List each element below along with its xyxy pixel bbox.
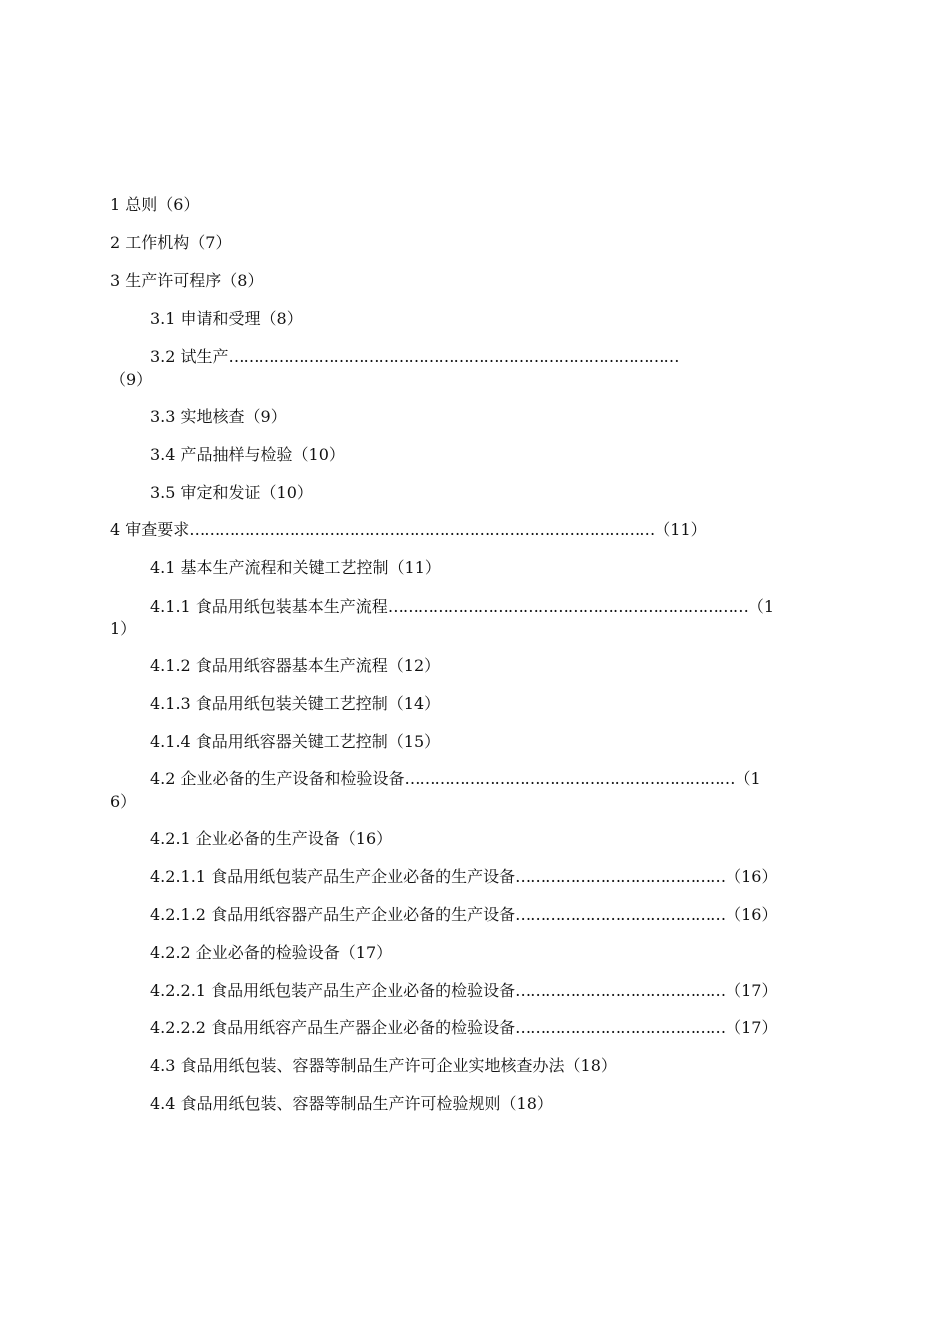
toc-entry-title: 4.2.1.2 食品用纸容器产品生产企业必备的生产设备 — [150, 905, 516, 924]
toc-entry-4-2-2-2[interactable] — [150, 1018, 777, 1038]
toc-entry-title: 4.2 企业必备的生产设备和检验设备 — [150, 769, 405, 788]
toc-entry-4-2[interactable] — [150, 769, 761, 789]
toc-entry-4-1[interactable]: 4.1 基本生产流程和关键工艺控制（11） — [150, 558, 441, 577]
toc-dot-leader: …………………………………… — [515, 981, 726, 1000]
toc-entry-4[interactable] — [110, 520, 707, 540]
toc-page-number: （16） — [725, 905, 778, 924]
toc-entry-4-1-4[interactable]: 4.1.4 食品用纸容器关键工艺控制（15） — [150, 732, 441, 751]
toc-dot-leader: …………………………………… — [515, 905, 726, 924]
toc-page-number: （17） — [725, 981, 778, 1000]
toc-dot-leader: …………………………………… — [515, 1018, 726, 1037]
toc-entry-title: 4.2.2.1 食品用纸包装产品生产企业必备的检验设备 — [150, 981, 516, 1000]
toc-entry-2[interactable]: 2 工作机构（7） — [110, 233, 232, 252]
toc-dot-leader: ……………………………………………………………… — [387, 597, 748, 616]
toc-entry-3-5[interactable]: 3.5 审定和发证（10） — [150, 483, 313, 502]
toc-entry-3-3[interactable]: 3.3 实地核查（9） — [150, 407, 287, 426]
toc-page-number: （1 — [734, 769, 761, 788]
toc-page-number: （16） — [725, 867, 778, 886]
toc-entry-4-2-1-1[interactable] — [150, 867, 777, 887]
toc-entry-title: 4.2.2.2 食品用纸容产品生产器企业必备的检验设备 — [150, 1018, 516, 1037]
toc-entry-title: 3.2 试生产 — [150, 347, 229, 366]
toc-dot-leader: …………………………………… — [515, 867, 726, 886]
toc-entry-4-3[interactable]: 4.3 食品用纸包装、容器等制品生产许可企业实地核查办法（18） — [150, 1056, 617, 1075]
toc-entry-3[interactable]: 3 生产许可程序（8） — [110, 271, 264, 290]
toc-entry-4-2-2-1[interactable] — [150, 981, 777, 1001]
toc-entry-4-2-2[interactable]: 4.2.2 企业必备的检验设备（17） — [150, 943, 393, 962]
toc-entry-3-4[interactable]: 3.4 产品抽样与检验（10） — [150, 445, 345, 464]
toc-entry-title: 4 审查要求 — [110, 520, 190, 539]
toc-page-number: 1） — [110, 619, 137, 638]
toc-dot-leader: ……………………………………………………………………………… — [228, 347, 679, 366]
toc-entry-4-1-1[interactable] — [150, 597, 774, 617]
toc-entry-title: 4.1.1 食品用纸包装基本生产流程 — [150, 597, 388, 616]
toc-entry-4-1-2[interactable]: 4.1.2 食品用纸容器基本生产流程（12） — [150, 656, 441, 675]
toc-entry-3-1[interactable]: 3.1 申请和受理（8） — [150, 309, 303, 328]
toc-dot-leader: ………………………………………………………………………………… — [189, 520, 655, 539]
toc-page-number: （1 — [747, 597, 774, 616]
toc-entry-4-2-1[interactable]: 4.2.1 企业必备的生产设备（16） — [150, 829, 393, 848]
toc-entry-3-2[interactable] — [150, 347, 679, 367]
toc-dot-leader: ………………………………………………………… — [404, 769, 735, 788]
toc-entry-title: 4.2.1.1 食品用纸包装产品生产企业必备的生产设备 — [150, 867, 516, 886]
toc-page-number: （11） — [654, 520, 707, 539]
toc-page-number: （17） — [725, 1018, 778, 1037]
toc-page-number: （9） — [110, 370, 153, 389]
toc-entry-4-1-3[interactable]: 4.1.3 食品用纸包装关键工艺控制（14） — [150, 694, 441, 713]
toc-page-number: 6） — [110, 792, 137, 811]
toc-entry-4-4[interactable]: 4.4 食品用纸包装、容器等制品生产许可检验规则（18） — [150, 1094, 553, 1113]
toc-entry-4-2-1-2[interactable] — [150, 905, 777, 925]
toc-entry-1[interactable]: 1 总则（6） — [110, 195, 200, 214]
